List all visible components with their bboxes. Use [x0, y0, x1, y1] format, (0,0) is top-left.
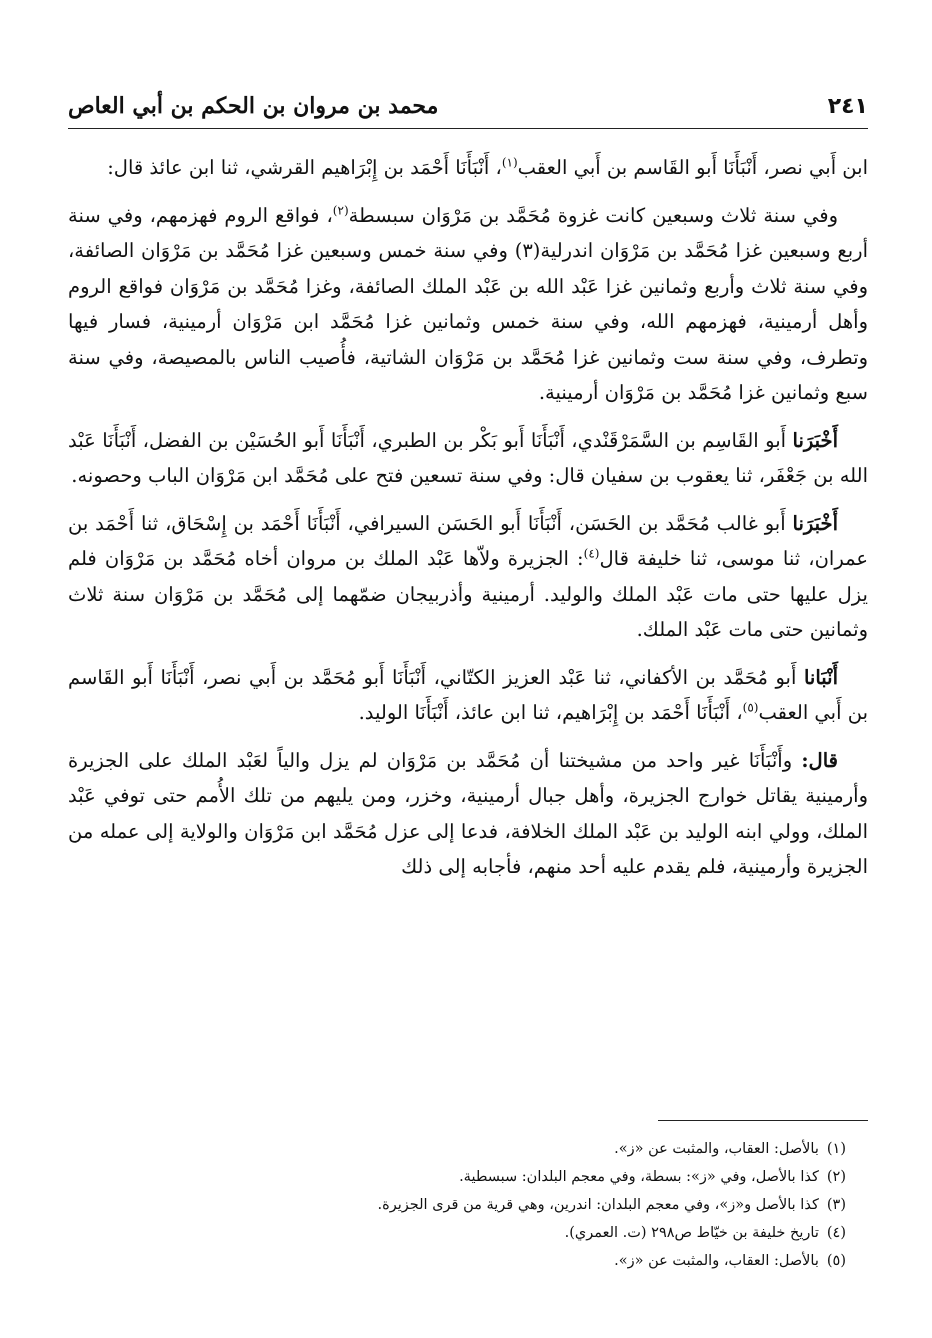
paragraph-text: أَبو القَاسِم بن السَّمَرْقَنْدي، أَنْبَأَنَا أَبو بَكْر بن الطبري، أَنْبَأَنَا أَبو الحُسَيْن بن الفضل، أَنْبَأَنَا عَبْد الله بن جَعْفَر، ثنا يعقوب بن سفيان قال: وفي سنة تسعين فتح على مُحَمَّد ابن مَرْوَان الباب وحصونه. [68, 428, 868, 487]
footnote-number: (٤) [826, 1225, 846, 1241]
paragraph-text: ، فواقع الروم فهزمهم، وفي سنة أربع وسبعين غزا مُحَمَّد بن مَرْوَان اندرلية(٣) وفي سنة خمس وسبعين غزا مُحَمَّد بن مَرْوَان الصائفة، وفي سنة ثلاث وأربع وثمانين غزا عَبْد الله بن عَبْد الملك الصائفة، وغزا مُحَمَّد بن مَرْوَان فواقع الروم وأهل أرمينية، فهزمهم الله، وفي سنة خمس وثمانين غزا مُحَمَّد ابن مَرْوَان أرمينية، فسار فيها وتطرف، وفي سنة ست وثمانين غزا مُحَمَّد بن مَرْوَان الشاتية، فأُصيب الناس بالمصيصة، وفي سنة سبع وثمانين غزا مُحَمَّد بن مَرْوَان أرمينية. [68, 203, 868, 404]
paragraph [68, 150, 868, 186]
paragraph [68, 660, 868, 731]
paragraph-text: ، أَنْبَأَنَا أَحْمَد بن إِبْرَاهيم، ثنا ابن عائذ، أَنْبَأَنَا الوليد. [358, 701, 743, 724]
paragraph-lead: أَنْبَانا [803, 665, 838, 689]
footnote-number: (٣) [826, 1197, 846, 1213]
footnote-item [68, 1163, 868, 1191]
footnote-item [68, 1135, 868, 1163]
page-number: ٢٤١ [827, 93, 868, 119]
footnotes [68, 1120, 868, 1275]
footnote-separator [658, 1120, 868, 1121]
paragraph-text: وفي سنة ثلاث وسبعين كانت غزوة مُحَمَّد بن مَرْوَان سبسطة [348, 203, 838, 227]
paragraph [68, 506, 868, 648]
footnote-number: (٥) [826, 1253, 846, 1269]
footnote-item [68, 1191, 868, 1219]
footnote-text: كذا بالأصل و«ز»، وفي معجم البلدان: اندرين، وهي قرية من قرى الجزيرة. [377, 1197, 819, 1213]
paragraph-text: : الجزيرة ولاّها عَبْد الملك بن مروان أخاه مُحَمَّد بن مَرْوَان فلم يزل عليها حتى مات عَبْد الملك والوليد. أرمينية وأذربيجان ضمّهما إلى مُحَمَّد بن مَرْوَان سنة ثلاث وثمانين حتى مات عَبْد الملك. [68, 547, 868, 641]
header-title: محمد بن مروان بن الحكم بن أبي العاص [68, 93, 439, 119]
footnote-ref: (٥) [742, 700, 759, 715]
footnote-number: (١) [826, 1141, 846, 1157]
footnote-text: كذا بالأصل، وفي «ز»: بسطة، وفي معجم البلدان: سبسطية. [459, 1169, 819, 1185]
footnote-item [68, 1219, 868, 1247]
paragraph-text: أَبو غالب مُحَمَّد بن الحَسَن، أَنْبَأَنَا أَبو الحَسَن السيرافي، أَنْبَأَنَا أَحْمَد بن إِسْحَاق، ثنا أَحْمَد بن عمران، ثنا موسى، ثنا خليفة قال [68, 511, 869, 570]
paragraph-text: ، أَنْبَأَنَا أَحْمَد بن إِبْرَاهيم القرشي، ثنا ابن عائذ قال: [107, 156, 502, 179]
footnote-number: (٢) [826, 1169, 846, 1185]
footnote-ref: (٢) [332, 203, 349, 217]
paragraph-text: أَبو مُحَمَّد بن الأكفاني، ثنا عَبْد العزيز الكتّاني، أَنْبَأَنَا أَبو مُحَمَّد بن أَبي نصر، أَنْبَأَنَا أَبو القَاسم بن أَبي العقب [68, 665, 868, 724]
paragraph [68, 198, 868, 411]
running-header [68, 84, 868, 129]
paragraph-lead: أَخْبَرَنا [792, 428, 838, 452]
footnote-ref: (٤) [583, 546, 600, 561]
footnote-text: تاريخ خليفة بن خيّاط ص٢٩٨ (ت. العمري). [564, 1225, 819, 1241]
paragraph [68, 423, 868, 494]
paragraph [68, 743, 868, 885]
footnote-item [68, 1247, 868, 1275]
paragraph-text: ابن أَبي نصر، أَنْبَأَنَا أَبو القَاسم بن أَبي العقب [517, 156, 868, 179]
footnote-ref: (١) [501, 155, 518, 170]
footnote-text: بالأصل: العقاب، والمثبت عن «ز». [614, 1141, 819, 1157]
paragraph-lead: قال: [801, 748, 838, 772]
paragraph-text: وأَنْبَأَنَا غير واحد من مشيختنا أن مُحَمَّد بن مَرْوَان لم يزل والياً لعَبْد الملك على الجزيرة وأرمينية يقاتل خوارج الجزيرة، وأهل جبال أرمينية، وخزر، ومن يليهم من تلك الأُمم حتى توفي عَبْد الملك، وولي ابنه الوليد بن عَبْد الملك الخلافة، فدعا إلى عزل مُحَمَّد ابن مَرْوَان والولاية إلى عمله من الجزيرة وأرمينية، فلم يقدم عليه أحد منهم، فأجابه إلى ذلك [68, 748, 868, 878]
paragraph-lead: أَخْبَرَنا [792, 511, 838, 535]
main-text [68, 150, 868, 897]
footnote-text: بالأصل: العقاب، والمثبت عن «ز». [614, 1253, 819, 1269]
